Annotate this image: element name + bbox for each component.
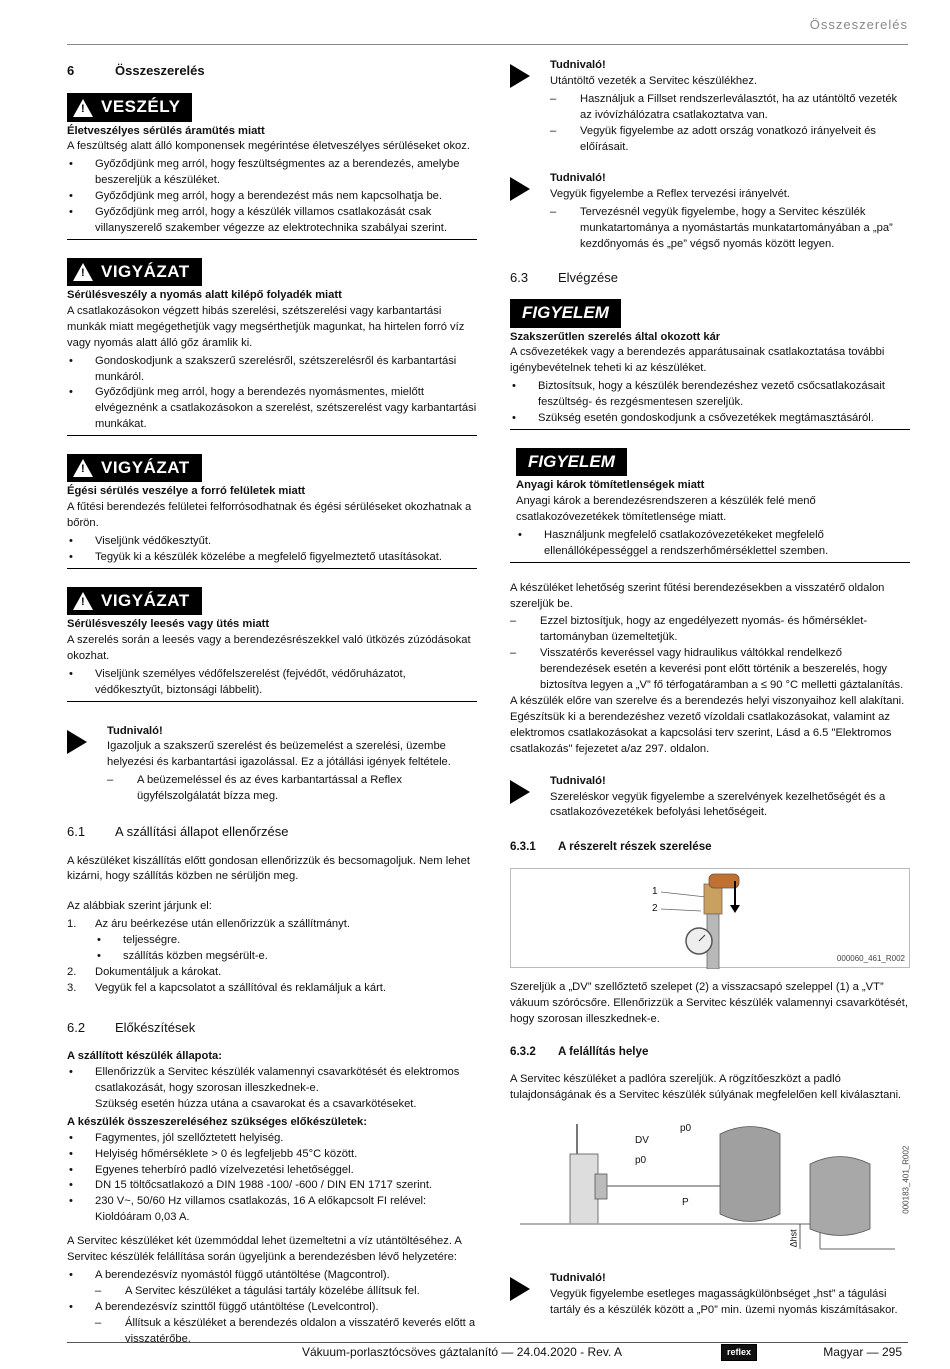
- list-item: • Győződjünk meg arról, hogy a berendezés nyomásmentes, mielőtt elvégeznénk a csatlakozásokon a szerelést, szétszerelést vagy karbantartási munkákat.: [69, 386, 477, 431]
- note-box: [510, 171, 910, 253]
- note-text: Igazoljuk a szakszerű szerelést és beüzemelést a szerelési, üzembe helyezési és karbantartási igazolással. Ez a jótállási igények feltétele.: [107, 740, 451, 769]
- note-text: Vegyük figyelembe a Reflex tervezési irányelvét.: [550, 188, 791, 201]
- caution-badge: ! VIGYÁZAT: [67, 587, 202, 615]
- subheading: A készülék összeszereléséhez szükséges előkészületek:: [67, 1115, 367, 1128]
- section-heading: 6 Összeszerelés: [67, 63, 205, 78]
- note-title: Tudnivaló!: [550, 172, 606, 185]
- list-item: • Egyenes teherbíró padló vízelvezetési lehetőséggel.: [69, 1163, 354, 1176]
- list-item: • Fagymentes, jól szellőztetett helyiség.: [69, 1131, 284, 1144]
- setup-drawing: [510, 1114, 910, 1259]
- list-item: • Helyiség hőmérséklete > 0 és legfeljebb 45°C között.: [69, 1147, 358, 1160]
- footer-rule: [67, 1342, 908, 1343]
- warning-title: Sérülésveszély a nyomás alatt kilépő folyadék miatt: [67, 289, 342, 302]
- paragraph: Az alábbiak szerint járjunk el:: [67, 900, 212, 913]
- list-item: • Győződjünk meg arról, hogy a berendezést más nem kapcsolhatja be.: [69, 190, 443, 203]
- section-heading: 6.2 Előkészítések: [67, 1019, 196, 1035]
- notice-box: [510, 448, 910, 563]
- list-item: • Ellenőrizzük a Servitec készülék valamennyi csavarkötését és elektromos csatlakozását, hogy szorosan illeszkednek-e.: [69, 1066, 460, 1095]
- dash-item: – Tervezésnél vegyük figyelembe, hogy a Servitec készülék munkatartománya a nyomástartás munkatartományában a „pa” kezdőnyomás és „pe” végső nyomás között legyen.: [550, 206, 893, 251]
- step-item: 2. Dokumentáljuk a károkat.: [67, 965, 222, 978]
- paragraph: A készülék előre van szerelve és a berendezés helyi viszonyaihoz kell alakítani. Egészítsük ki a berendezéshez vezető vízoldali csatlakozásokat, valamint az elektromos csatlakozásokat a kapcsolási terv szerint, Lásd a 6.5 "Elektromos csatlakozás" fejezetet a/az 297. oldalon.: [510, 694, 905, 755]
- section-heading: 6.3 Elvégzése: [510, 269, 618, 285]
- list-item: • szállítás közben megsérült-e.: [97, 950, 268, 963]
- warning-text: A fűtési berendezés felületei felforrósodhatnak és égési sérüléseket okozhatnak a bőrön.: [67, 501, 472, 530]
- arrow-right-icon: [510, 780, 530, 804]
- paragraph: A készüléket kiszállítás előtt gondosan ellenőrizzük és becsomagoljuk. Nem lehet kizárni, hogy szállítás közben ne sérüljön meg.: [67, 854, 470, 883]
- list-item: • Gondoskodjunk a szakszerű szerelésről, szétszerelésről és karbantartási munkáról.: [69, 354, 457, 383]
- warning-title: Sérülésveszély leesés vagy ütés miatt: [67, 617, 270, 630]
- notice-badge: FIGYELEM: [516, 448, 627, 476]
- list-item: • Szükség esetén gondoskodjunk a csővezetékek megtámasztásáról.: [512, 412, 874, 425]
- list-item: • A berendezésvíz szinttől függő utántöltése (Levelcontrol).: [69, 1300, 379, 1313]
- caution-box: [67, 454, 477, 569]
- callout-label: p0: [680, 1122, 692, 1134]
- dash-item: – Visszatérős keveréssel vagy hidraulikus váltókkal rendelkező berendezések esetén a keverési pont előtt történik a beszerelés, hogy biztosítva legyen a „V” fő térfogatáramban a ≤ 90 °C melletti gáztalanítás.: [510, 647, 904, 692]
- dash-item: – Vegyük figyelembe az adott ország vonatkozó irányelveit és előírásait.: [550, 124, 877, 153]
- callout-label: 1: [652, 885, 658, 897]
- callout-label: 2: [652, 902, 658, 914]
- image-code: 000183_401_R002: [901, 1145, 911, 1214]
- right-column: [510, 58, 910, 1336]
- note-title: Tudnivaló!: [550, 774, 606, 787]
- paragraph: A Servitec készüléket két üzemmóddal lehet üzemeltetni a víz utántöltéséhez. A Servitec készülék felállítása során ügyeljünk a berendezésben lévő helyzetére:: [67, 1235, 462, 1264]
- caution-box: [67, 587, 477, 702]
- dash-item: – Ezzel biztosítjuk, hogy az engedélyezett nyomás- és hőmérséklet-tartományban üzemeltetjük.: [510, 615, 868, 644]
- step-item: 3. Vegyük fel a kapcsolatot a szállítóval és reklamáljuk a kárt.: [67, 981, 387, 994]
- list-item: • Biztosítsuk, hogy a készülék berendezéshez vezető csőcsatlakozásait feszültség- és rezgésmentesen szereljük.: [512, 380, 885, 409]
- note-box: [67, 724, 477, 806]
- section-heading: 6.3.2 A felállítás helye: [510, 1044, 649, 1058]
- dash-item: – A beüzemeléssel és az éves karbantartással a Reflex ügyfélszolgálatát bízza meg.: [107, 774, 402, 803]
- warning-title: Égési sérülés veszélye a forró felületek miatt: [67, 485, 306, 498]
- paragraph: Szükség esetén húzza utána a csavarokat és a csavarkötéseket.: [95, 1097, 417, 1110]
- list-item: • Viseljünk védőkesztyűt.: [69, 535, 212, 548]
- note-box: [510, 1271, 910, 1321]
- note-title: Tudnivaló!: [550, 59, 606, 71]
- list-item: • Tegyük ki a készülék közelébe a megfelelő figyelmeztető utasításokat.: [69, 550, 442, 563]
- arrow-right-icon: [510, 64, 530, 88]
- footer-doc-title: Vákuum-porlasztócsöves gáztalanító — 24.04.2020 - Rev. A: [302, 1345, 622, 1359]
- list-item: • teljességre.: [97, 934, 181, 947]
- caution-badge: ! VIGYÁZAT: [67, 454, 202, 482]
- warning-icon: !: [73, 99, 93, 117]
- dash-item: – A Servitec készüléket a tágulási tartály közelébe állítsuk fel.: [95, 1284, 420, 1297]
- warning-text: Anyagi károk a berendezésrendszeren a készülék felé menő csatlakozóvezetékek tömítetlensége miatt.: [516, 495, 816, 523]
- list-item: • Használjunk megfelelő csatlakozóvezetékeket megfelelő ellenállóképességgel a rendszerhőmérséklettel szemben.: [518, 528, 829, 557]
- caution-box: [67, 258, 477, 436]
- warning-title: Életveszélyes sérülés áramütés miatt: [67, 124, 265, 137]
- danger-box: [67, 93, 477, 239]
- callout-label: P: [682, 1196, 689, 1208]
- callout-label: DV: [635, 1134, 649, 1146]
- list-item: • DN 15 töltőcsatlakozó a DIN 1988 -100/ -600 / DIN EN 1717 szerint.: [69, 1179, 433, 1192]
- reflex-logo: reflex: [721, 1344, 757, 1361]
- image-code: 000060_461_R002: [836, 954, 905, 964]
- step-item: 1. Az áru beérkezése után ellenőrizzük a szállítmányt.: [67, 918, 350, 931]
- paragraph: A készüléket lehetőség szerint fűtési berendezésekben a visszatérő oldalon szereljük be.: [510, 581, 885, 610]
- left-column: [67, 58, 477, 1348]
- notice-badge: FIGYELEM: [510, 299, 621, 327]
- note-text: Szereléskor vegyük figyelembe a szerelvények kezelhetőségét és a csatlakozóvezetékek befolyási lehetőségeit.: [550, 790, 886, 819]
- note-text: Utántöltő vezeték a Servitec készülékhez.: [550, 74, 758, 87]
- warning-text: A feszültség alatt álló komponensek megérintése életveszélyes sérüléseket okoz.: [67, 140, 470, 153]
- page-number: Magyar — 295: [823, 1345, 902, 1359]
- list-item: • Viseljünk személyes védőfelszerelést (fejvédőt, védőruházatot, védőkesztyűt, biztonsági lábbelit).: [69, 667, 406, 696]
- subheading: A szállított készülék állapota:: [67, 1050, 223, 1063]
- warning-title: Anyagi károk tömítetlenségek miatt: [516, 479, 705, 492]
- arrow-right-icon: [510, 177, 530, 201]
- warning-text: A szerelés során a leesés vagy a berendezésrészekkel való ütközés zúzódásokat okozhat.: [67, 633, 471, 662]
- danger-badge: ! VESZÉLY: [67, 93, 192, 121]
- note-text: Vegyük figyelembe esetleges magasságkülönbséget „hst” a tágulási tartály és a készülék között a „P0” min. üzemi nyomás kiszámításakor.: [550, 1287, 898, 1316]
- warning-text: A csatlakozásokon végzett hibás szerelési, szétszerelési vagy karbantartási munkák miatt megégethetjük vagy megsérthetjük magunkat, ha hirtelen forró víz vagy nyomás alatt álló gőz áramlik ki.: [67, 304, 465, 349]
- note-title: Tudnivaló!: [550, 1271, 606, 1284]
- arrow-right-icon: [510, 1277, 530, 1301]
- running-header: Összeszerelés: [809, 17, 908, 32]
- warning-icon: !: [73, 263, 93, 281]
- note-title: Tudnivaló!: [107, 724, 163, 737]
- notice-box: [510, 299, 910, 430]
- list-item: • Győződjünk meg arról, hogy feszültségmentes az a berendezés, amelybe beszereljük a készüléket.: [69, 158, 460, 187]
- list-item: • A berendezésvíz nyomástól függő utántöltése (Magcontrol).: [69, 1268, 390, 1281]
- callout-label: Δhst: [788, 1229, 799, 1248]
- paragraph: A Servitec készüléket a padlóra szereljük. A rögzítőeszközt a padló tulajdonságának és a Servitec készülék súlyának megfelelően kell kiválasztani.: [510, 1072, 902, 1101]
- dash-item: – Állítsuk a készüléket a berendezés oldalon a visszatérő keverés előtt a visszatérőbe.: [95, 1316, 476, 1345]
- list-item: • Győződjünk meg arról, hogy a készülék villamos csatlakozását csak villanyszerelő szakember végezze az elektrotechnika szabályai szerint.: [69, 206, 447, 235]
- section-heading: 6.3.1 A részerelt részek szerelése: [510, 840, 712, 854]
- warning-title: Szakszerűtlen szerelés által okozott kár: [510, 330, 721, 343]
- list-item: • 230 V~, 50/60 Hz villamos csatlakozás, 16 A előkapcsolt FI relével: Kioldóáram 0,03 A.: [69, 1195, 427, 1224]
- arrow-right-icon: [67, 730, 87, 754]
- warning-icon: !: [73, 459, 93, 477]
- setup-illustration: [510, 1114, 910, 1259]
- warning-icon: !: [73, 592, 93, 610]
- valve-illustration: [510, 868, 910, 968]
- note-box: [510, 58, 910, 155]
- note-box: [510, 774, 910, 824]
- dash-item: – Használjuk a Fillset rendszerleválasztót, ha az utántöltő vezeték az ivóvízhálózatra csatlakoztatva van.: [550, 92, 898, 121]
- callout-label: p0: [635, 1154, 647, 1166]
- warning-text: A csővezetékek vagy a berendezés apparátusainak csatlakoztatása további igénybevételnek teheti ki az készüléket.: [510, 346, 885, 375]
- caution-badge: ! VIGYÁZAT: [67, 258, 202, 286]
- section-heading: 6.1 A szállítási állapot ellenőrzése: [67, 824, 289, 840]
- header-rule: [67, 44, 908, 45]
- paragraph: Szereljük a „DV” szellőztető szelepet (2) a visszacsapó szeleppel (1) a „VT” vákuum szórócsőre. Ellenőrizzük a Servitec készülék valamennyi csavarkötését, hogy szorosan illeszkednek-e.: [510, 980, 908, 1025]
